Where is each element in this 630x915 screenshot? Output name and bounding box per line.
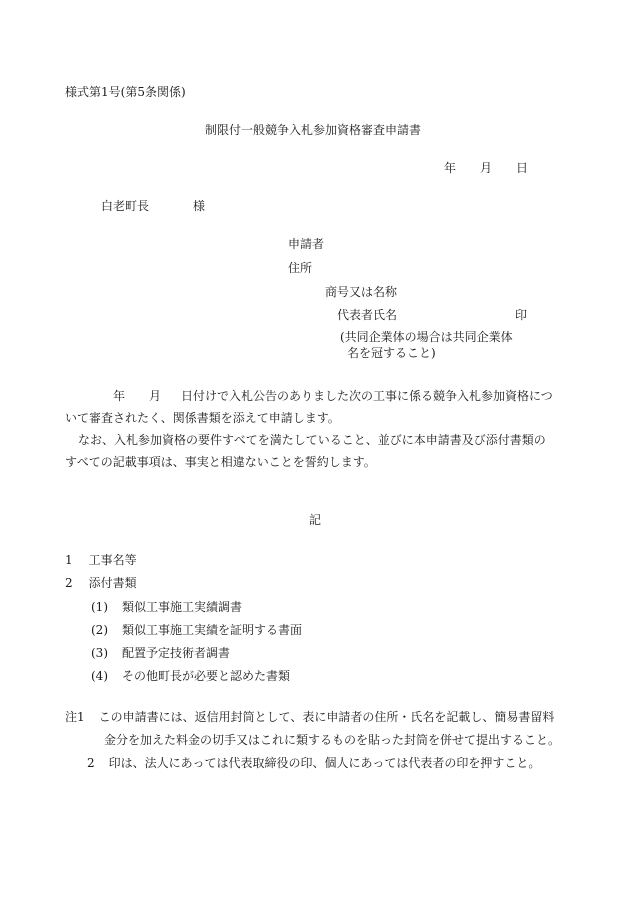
form-number: 様式第1号(第5条関係)	[65, 85, 186, 99]
date-month: 月	[480, 161, 493, 175]
body-year: 年	[113, 389, 126, 403]
joint-venture-note-line2: 名を冠すること)	[347, 346, 436, 360]
item-number: 1	[65, 553, 73, 567]
note-2-text: 印は、法人にあっては代表取締役の印、個人にあっては代表者の印を押すこと。	[108, 756, 541, 770]
date-day: 日	[516, 161, 529, 175]
sub-item-text: 類似工事施工実績調書	[122, 600, 243, 614]
item-text: 添付書類	[88, 576, 137, 590]
note-2	[87, 755, 540, 771]
sub-list-item	[91, 599, 242, 615]
document-title: 制限付一般競争入札参加資格審査申請書	[205, 123, 422, 137]
item-number: 2	[65, 576, 73, 590]
body-month: 月	[149, 389, 162, 403]
company-name-label: 商号又は名称	[325, 285, 398, 299]
sub-item-text: 類似工事施工実績を証明する書面	[122, 623, 303, 637]
body-paragraph2-line1: なお、入札参加資格の要件すべてを満たしていること、並びに本申請書及び添付書類の	[78, 433, 546, 447]
joint-venture-note-line1: (共同企業体の場合は共同企業体	[340, 330, 513, 344]
body-paragraph1-line1	[113, 388, 553, 404]
sub-list-item	[91, 645, 230, 661]
sub-list-item	[91, 668, 290, 684]
sub-item-text: その他町長が必要と認めた書類	[122, 669, 291, 683]
sub-item-number: (2)	[91, 623, 108, 637]
body-paragraph1-line2: いて審査されたく、関係書類を添えて申請します。	[65, 411, 340, 425]
note-1-text: この申請書には、返信用封筒として、表に申請者の住所・氏名を記載し、簡易書留料	[98, 710, 555, 724]
date-year: 年	[444, 161, 457, 175]
item-text: 工事名等	[88, 553, 137, 567]
list-item	[65, 575, 137, 591]
ki-heading: 記	[309, 513, 322, 527]
note-1-line2: 金分を加えた料金の切手又はこれに類するものを貼った封筒を併せて提出すること。	[104, 733, 561, 747]
sub-item-number: (1)	[91, 600, 108, 614]
date-line	[444, 160, 528, 176]
body-paragraph2-line2: すべての記載事項は、事実と相違ないことを誓約します。	[65, 455, 376, 469]
body-line1-text: 日付けで入札公告のありました次の工事に係る競争入札参加資格につ	[181, 389, 553, 403]
sub-list-item	[91, 622, 302, 638]
address-label: 住所	[288, 261, 313, 275]
addressee	[101, 198, 205, 214]
addressee-honorific: 様	[193, 199, 206, 213]
addressee-name: 白老町長	[101, 199, 150, 213]
sub-item-text: 配置予定技術者調書	[122, 646, 231, 660]
note-1-line1	[65, 709, 554, 725]
note-label: 注1	[65, 710, 85, 724]
list-item	[65, 552, 137, 568]
note-2-number: 2	[87, 756, 95, 770]
seal-mark: 印	[515, 308, 528, 322]
representative-name-label: 代表者氏名	[337, 308, 398, 322]
sub-item-number: (3)	[91, 646, 108, 660]
sub-item-number: (4)	[91, 669, 108, 683]
applicant-heading: 申請者	[288, 237, 325, 251]
